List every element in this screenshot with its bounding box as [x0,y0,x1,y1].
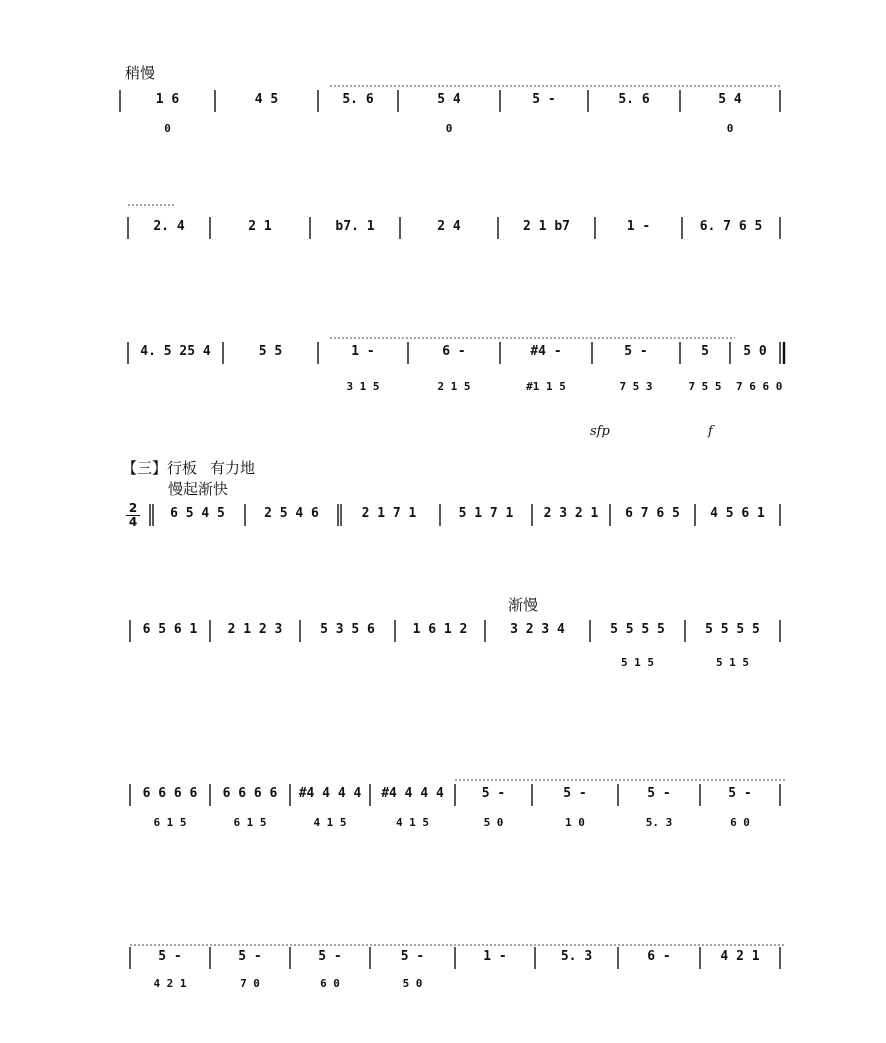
measure-upper-6: 5. 6 [618,92,650,107]
expression-marking: 有力地 [210,459,256,477]
measure-lower-8: 7 6 6 0 [736,380,783,393]
measure-lower-4: 0 [445,122,453,135]
measure-lower-1: 4 2 1 [153,977,187,990]
measure-upper-6: 5 5 5 5 [610,622,665,637]
measure-upper-1: 5 - [158,949,182,964]
measure-upper-1: 6 5 6 1 [142,622,198,637]
measure-upper-6: 1 - [626,219,651,234]
measure-upper-2: 2 5 4 6 [264,506,319,521]
measure-upper-6: 6 7 6 5 [625,506,680,521]
measure-upper-8: 5 - [728,786,752,801]
measure-lower-1: 6 1 5 [153,816,187,829]
score-system-5 [0,612,886,702]
measure-upper-2: 6 6 6 6 [222,786,278,801]
measure-lower-7: 5. 3 [645,816,673,829]
tempo-marking-ritardando: 渐慢 [508,596,539,614]
measure-upper-2: 4 5 [254,92,279,107]
measure-upper-1: 6 6 6 6 [142,786,198,801]
tempo-marking-accelerando: 慢起渐快 [168,480,229,498]
measure-upper-7: 5 5 5 5 [705,622,760,637]
measure-upper-4: #4 4 4 4 [381,786,444,801]
measure-upper-4: 5 1 7 1 [458,506,514,521]
measure-upper-3: 5. 6 [342,92,374,107]
measure-upper-2: 2 1 [248,219,272,234]
measure-lower-6: 7 5 3 [619,380,653,393]
measure-upper-5: 3 2 3 4 [510,622,565,637]
measure-upper-7: 5 [701,344,709,359]
measure-lower-2: 6 1 5 [233,816,267,829]
measure-upper-3: b7. 1 [335,219,375,234]
measure-upper-4: 5 4 [437,92,461,107]
measure-upper-1: 6 5 4 5 [170,506,225,521]
measure-lower-7: 0 [726,122,734,135]
measure-upper-5: 2 1 b7 [523,219,570,234]
measure-lower-2: 7 0 [240,977,260,990]
measure-upper-2: 5 - [238,949,262,964]
measure-upper-7: 6 - [647,949,671,964]
measure-upper-3: 1 - [351,344,375,359]
measure-upper-6: 5 - [624,344,648,359]
measure-lower-5: #1 1 5 [526,380,566,393]
measure-upper-4: 6 - [442,344,466,359]
measure-lower-1: 0 [164,122,171,135]
score-system-2 [0,205,886,295]
measure-lower-8: 6 0 [730,816,750,829]
measure-lower-6: 5 1 5 [620,656,655,669]
score-system-3 [0,338,886,428]
measure-upper-2: 2 1 2 3 [227,622,283,637]
score-system-4 [0,498,886,588]
section-heading: 【三】行板 [122,459,198,477]
measure-upper-3: 5 - [318,949,342,964]
measure-upper-3: 5 3 5 6 [320,622,375,637]
measure-upper-8: 4 2 1 [720,949,760,964]
measure-upper-8: 5 0 [743,344,767,359]
measure-lower-5: 5 0 [483,816,504,829]
measure-upper-2: 5 5 [258,344,283,359]
measure-upper-7: 6. 7 6 5 [699,219,763,234]
measure-upper-4: 1 6 1 2 [412,622,468,637]
measure-upper-4: 2 4 [437,219,461,234]
measure-upper-5: #4 - [530,344,562,359]
measure-lower-3: 3 1 5 [346,380,380,393]
measure-lower-7: 7 5 5 [688,380,722,393]
measure-upper-6: 5 - [563,786,587,801]
measure-upper-7: 5 4 [718,92,742,107]
measure-upper-3: #4 4 4 4 [298,786,362,801]
dynamics-sfp: sfp [590,424,610,439]
measure-upper-1: 2. 4 [153,219,185,234]
measure-upper-1: 1 6 [155,92,180,107]
score-system-6 [0,780,886,870]
measure-lower-3: 6 0 [320,977,340,990]
time-signature-bottom: 4 [128,515,138,529]
measure-upper-1: 4. 5 25 4 [140,344,211,359]
measure-upper-5: 1 - [483,949,507,964]
measure-upper-5: 5 - [532,92,556,107]
tempo-marking-slightly-slow: 稍慢 [125,64,156,82]
time-signature-top: 2 [128,501,138,515]
measure-upper-7: 4 5 6 1 [710,506,765,521]
score-system-1 [0,86,886,176]
measure-upper-6: 5. 3 [560,949,593,964]
measure-upper-4: 5 - [400,949,425,964]
dynamics-f: f [708,424,713,439]
measure-upper-5: 5 - [481,786,506,801]
measure-lower-4: 5 0 [402,977,423,990]
measure-lower-3: 4 1 5 [313,816,347,829]
measure-upper-7: 5 - [647,786,671,801]
score-system-7 [0,945,886,1035]
measure-lower-4: 2 1 5 [437,380,471,393]
measure-upper-3: 2 1 7 1 [361,506,417,521]
measure-upper-5: 2 3 2 1 [543,506,599,521]
measure-lower-6: 1 0 [565,816,585,829]
measure-lower-7: 5 1 5 [715,656,750,669]
measure-lower-4: 4 1 5 [395,816,430,829]
